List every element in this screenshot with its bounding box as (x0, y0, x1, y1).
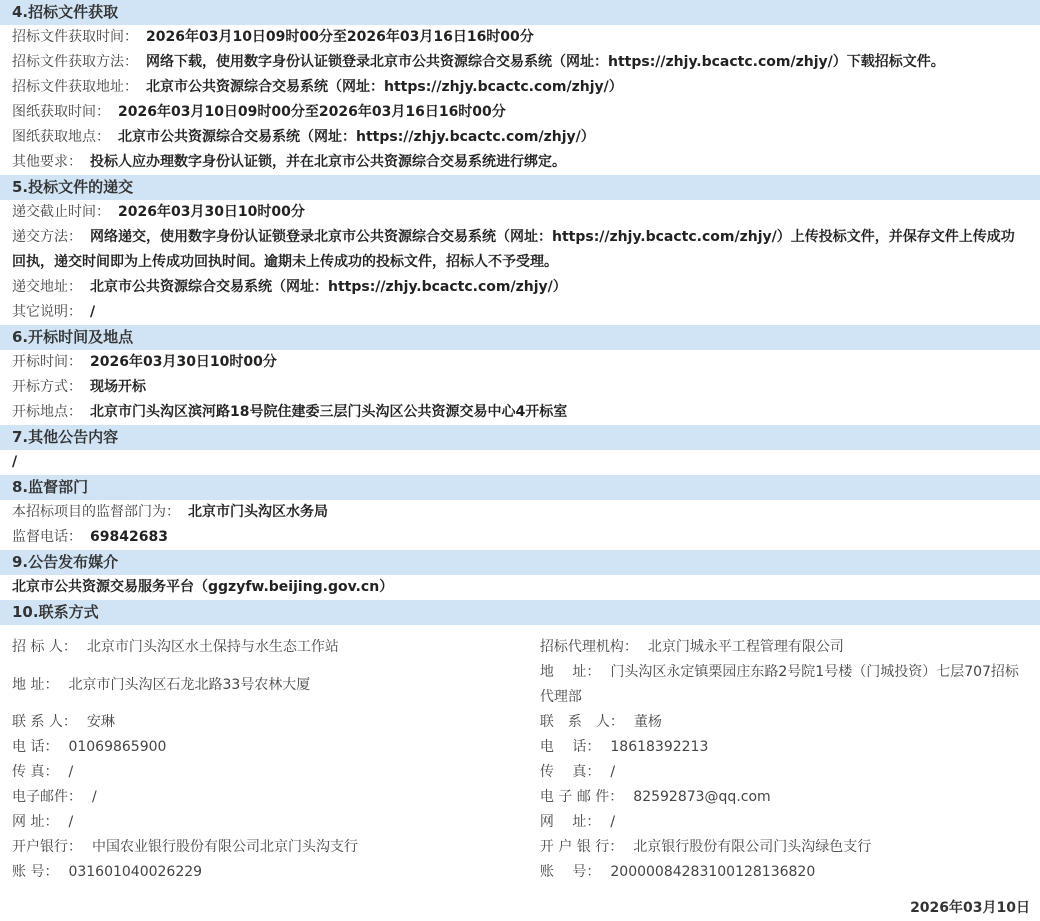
opening-time-row (0, 350, 1040, 375)
agency-website (540, 810, 1028, 835)
doc-obtain-time-row (0, 25, 1040, 50)
contact-label: 电 话： (539, 739, 601, 755)
row-value: 2026年03月30日10时00分 (90, 354, 277, 370)
row-label: 图纸获取时间： (12, 104, 110, 120)
row-value: 北京市门头沟区水务局 (188, 504, 328, 520)
contact-value: 董杨 (633, 714, 662, 730)
supervisor-dept-row (0, 500, 1040, 525)
contact-value: 安琳 (86, 714, 115, 730)
opening-method-row (0, 375, 1040, 400)
contact-label: 账 号： (539, 864, 601, 880)
contact-value: / (610, 764, 616, 780)
row-label: 图纸获取地点： (12, 129, 110, 145)
row-label: 开标地点： (12, 404, 82, 420)
row-label: 招标文件获取方法： (12, 54, 138, 70)
tenderer-email (12, 785, 540, 810)
section-6-body (0, 350, 1040, 425)
contact-label: 招 标 人： (12, 639, 77, 655)
agency-address (540, 660, 1028, 710)
row-label: 开标方式： (12, 379, 82, 395)
contact-label: 联 系 人： (12, 714, 77, 730)
contact-value: 82592873@qq.com (633, 789, 771, 805)
other-requirements-row (0, 150, 1040, 175)
agency-phone (540, 735, 1028, 760)
contact-label: 网 址： (12, 814, 59, 830)
supervisor-phone-row (0, 525, 1040, 550)
row-value: / (12, 454, 18, 470)
row-label: 递交地址： (12, 279, 82, 295)
opening-place-row (0, 400, 1040, 425)
contact-value: 20000084283100128136820 (610, 864, 816, 880)
submit-method-row (0, 225, 1040, 275)
row-value: 北京市门头沟区滨河路18号院住建委三层门头沟区公共资源交易中心4开标室 (90, 404, 568, 420)
tenderer-bank (12, 835, 540, 860)
row-value: / (90, 304, 96, 320)
contact-label: 联 系 人： (539, 714, 624, 730)
contact-value: / (92, 789, 97, 805)
other-announcement-row (0, 450, 1040, 475)
doc-obtain-method-row (0, 50, 1040, 75)
section-5-body (0, 200, 1040, 325)
contact-label: 地 址： (539, 664, 601, 680)
contact-value: 中国农业银行股份有限公司北京门头沟支行 (92, 839, 358, 855)
contact-value: 北京市门头沟区水土保持与水生态工作站 (86, 639, 339, 655)
contact-label: 电 话： (12, 739, 59, 755)
agency-fax (540, 760, 1028, 785)
contact-label: 电子邮件： (12, 789, 82, 805)
contact-label: 招标代理机构： (539, 639, 638, 655)
contact-label: 网 址： (539, 814, 601, 830)
section-4-body (0, 25, 1040, 175)
contact-value: 门头沟区永定镇栗园庄东路2号院1号楼（门城投资）七层707招标代理部 (539, 664, 1019, 705)
row-value: 投标人应办理数字身份认证锁，并在北京市公共资源综合交易系统进行绑定。 (90, 154, 566, 170)
row-label: 监督电话： (12, 529, 82, 545)
contact-label: 账 号： (12, 864, 59, 880)
media-row (0, 575, 1040, 600)
row-label: 递交截止时间： (12, 204, 110, 220)
contact-value: 北京银行股份有限公司门头沟绿色支行 (633, 839, 872, 855)
doc-obtain-address-row (0, 75, 1040, 100)
contact-value: 18618392213 (610, 739, 709, 755)
agency-column (540, 635, 1028, 885)
drawing-obtain-time-row (0, 100, 1040, 125)
media-value: 北京市公共资源交易服务平台（ggzyfw.beijing.gov.cn） (12, 579, 394, 595)
contact-label: 地 址： (12, 676, 59, 693)
contact-value: 01069865900 (68, 739, 167, 755)
row-value: 北京市公共资源综合交易系统（网址：https://zhjy.bcactc.com/zhjy/） (118, 129, 595, 145)
row-label: 开标时间： (12, 354, 82, 370)
tenderer-website (12, 810, 540, 835)
contact-value: / (610, 814, 616, 830)
row-value: 2026年03月10日09时00分至2026年03月16日16时00分 (146, 29, 534, 45)
section-6-header: 6.开标时间及地点 (0, 325, 1040, 350)
contact-label: 传 真： (539, 764, 601, 780)
contact-label: 开 户 银 行： (539, 839, 624, 855)
submit-deadline-row (0, 200, 1040, 225)
row-label: 招标文件获取时间： (12, 29, 138, 45)
tenderer-phone (12, 735, 540, 760)
contact-value: / (68, 764, 74, 780)
section-4-header: 4.招标文件获取 (0, 0, 1040, 25)
tenderer-name (12, 635, 540, 660)
row-value: 网络递交，使用数字身份认证锁登录北京市公共资源综合交易系统（网址：https://zhjy.bcactc.com/zhjy/）上传投标文件，并保存文件上传成功回执，递交时间即为上传成功回执时间。逾期未上传成功的投标文件，招标人不予受理。 (12, 229, 1015, 270)
row-label: 招标文件获取地址： (12, 79, 138, 95)
submit-address-row (0, 275, 1040, 300)
tenderer-contact (12, 710, 540, 735)
drawing-obtain-place-row (0, 125, 1040, 150)
row-value: 网络下载，使用数字身份认证锁登录北京市公共资源综合交易系统（网址：https://zhjy.bcactc.com/zhjy/）下载招标文件。 (146, 54, 945, 70)
contact-value: 北京市门头沟区石龙北路33号农林大厦 (68, 676, 311, 693)
section-5-header: 5.投标文件的递交 (0, 175, 1040, 200)
row-value: 北京市公共资源综合交易系统（网址：https://zhjy.bcactc.com/zhjy/） (146, 79, 623, 95)
contact-label: 开户银行： (12, 839, 82, 855)
row-label: 递交方法： (12, 229, 82, 245)
contact-label: 传 真： (12, 764, 59, 780)
other-notes-row (0, 300, 1040, 325)
contact-value: / (68, 814, 74, 830)
contact-block (0, 625, 1040, 885)
row-label: 本招标项目的监督部门为： (12, 504, 180, 520)
row-value: 2026年03月30日10时00分 (118, 204, 305, 220)
tenderer-fax (12, 760, 540, 785)
tenderer-account (12, 860, 540, 885)
section-8-body (0, 500, 1040, 550)
agency-account (540, 860, 1028, 885)
contact-label: 电 子 邮 件： (539, 789, 624, 805)
contact-value: 北京门城永平工程管理有限公司 (647, 639, 844, 655)
agency-email (540, 785, 1028, 810)
tenderer-column (12, 635, 540, 885)
agency-bank (540, 835, 1028, 860)
row-value: 北京市公共资源综合交易系统（网址：https://zhjy.bcactc.com/zhjy/） (90, 279, 567, 295)
section-8-header: 8.监督部门 (0, 475, 1040, 500)
row-value: 2026年03月10日09时00分至2026年03月16日16时00分 (118, 104, 506, 120)
row-label: 其他要求： (12, 154, 82, 170)
row-value: 现场开标 (90, 379, 146, 395)
tenderer-address (12, 660, 540, 710)
agency-name (540, 635, 1028, 660)
agency-contact (540, 710, 1028, 735)
section-7-header: 7.其他公告内容 (0, 425, 1040, 450)
row-label: 其它说明： (12, 304, 82, 320)
section-9-header: 9.公告发布媒介 (0, 550, 1040, 575)
contact-value: 031601040026229 (68, 864, 203, 880)
announcement-date: 2026年03月10日 (910, 900, 1030, 916)
section-10-header: 10.联系方式 (0, 600, 1040, 625)
row-value: 69842683 (90, 529, 168, 545)
